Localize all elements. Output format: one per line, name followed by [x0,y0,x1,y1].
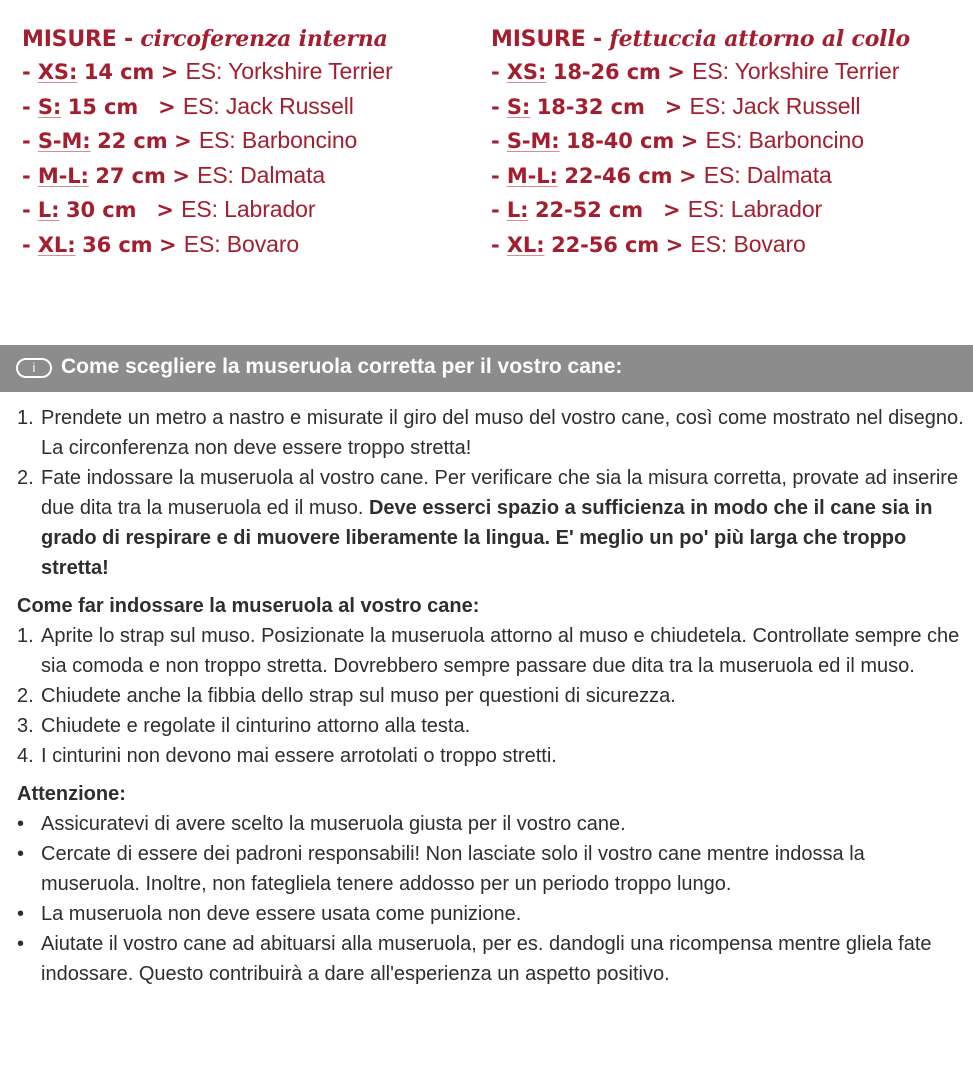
size-measure: 18-32 cm [536,94,645,119]
size-example: ES: Jack Russell [689,92,861,119]
info-banner [0,345,973,392]
size-code: S: [37,94,62,119]
size-measure: 30 cm [66,198,137,222]
size-row [22,228,492,263]
size-row [491,55,961,90]
step-emphasis: Deve esserci spazio a sufficienza in modo che il cane sia in grado di respirare e di muovere liberamente la lingua. E' meglio un po' più larga che troppo stretta! [41,497,933,579]
row-dash: - [22,60,38,84]
row-dash: - [22,129,38,153]
row-dash: - [22,198,38,222]
wear-steps-list [17,621,967,771]
row-arrow: > [172,163,198,188]
step-text: Prendete un metro a nastro e misurate il giro del muso del vostro cane, così come mostrato nel disegno. La circonferenza non deve essere troppo stretta! [41,407,964,459]
bullet-marker: • [17,843,25,865]
size-column-title [491,24,961,55]
size-title-sub: fettuccia attorno al collo [609,26,910,52]
step-text: Fate indossare la museruola al vostro cane. Per verificare che sia la misura corretta, provate ad inserire due dita tra la museruola ed il muso. [41,467,959,519]
row-arrow: > [663,198,688,222]
size-title-main: MISURE - [22,27,141,52]
size-column-neck-strap [491,24,961,262]
size-rows [491,55,961,262]
step-item [17,403,967,463]
step-number: 4. [17,745,34,767]
size-measure: 36 cm [82,232,153,257]
banner-title: Come scegliere la museruola corretta per il vostro cane: [61,355,623,378]
row-arrow: > [156,198,182,222]
bullet-marker: • [17,933,25,955]
step-item [17,711,967,741]
step-text: Aprite lo strap sul muso. Posizionate la museruola attorno al muso e chiudetela. Controllate sempre che sia comoda e non troppo stretta. Dovrebbero sempre passare due dita tra la museruola ed il muso. [41,625,960,677]
warning-item [17,899,967,929]
size-measure: 18-40 cm [566,129,675,153]
step-text: Aiutate il vostro cane ad abituarsi alla museruola, per es. dandogli una ricompensa mentre gliela fate indossare. Questo contribuirà a dare all'esperienza un aspetto positivo. [41,933,932,985]
step-text: Chiudete anche la fibbia dello strap sul muso per questioni di sicurezza. [41,685,676,707]
size-tables [0,24,973,264]
size-code: L: [506,198,529,222]
size-row [22,159,492,194]
size-measure: 22-56 cm [551,232,660,257]
instructions [17,403,967,989]
size-code: S: [506,94,531,119]
step-text: Assicuratevi di avere scelto la museruola giusta per il vostro cane. [41,813,626,835]
size-code: XL: [506,232,545,257]
size-example: ES: Barboncino [705,127,864,153]
size-row [22,90,492,125]
row-dash: - [22,94,38,119]
step-number: 2. [17,685,34,707]
row-arrow: > [680,129,706,153]
row-arrow: > [667,60,693,84]
size-measure: 18-26 cm [552,60,661,84]
size-example: ES: Dalmata [703,161,832,188]
size-measure: 14 cm [83,60,155,84]
size-rows [22,55,492,262]
step-item [17,463,967,583]
size-example: ES: Yorkshire Terrier [692,58,900,84]
warning-item [17,839,967,899]
size-example: ES: Jack Russell [182,92,354,119]
size-column-title [22,24,492,55]
row-dash: - [491,232,507,257]
size-column-inner-circumference [22,24,492,262]
size-row [491,90,961,125]
warning-list [17,809,967,989]
size-code: M-L: [506,163,558,188]
size-row [22,124,492,159]
size-example: ES: Barboncino [198,127,358,153]
size-title-main: MISURE - [491,27,610,52]
row-arrow: > [174,129,199,153]
step-number: 1. [17,625,34,647]
step-number: 3. [17,715,34,737]
step-text: I cinturini non devono mai essere arrotolati o troppo stretti. [41,745,557,767]
bullet-marker: • [17,813,25,835]
size-code: XL: [37,232,76,257]
size-example: ES: Bovaro [183,230,300,257]
row-arrow: > [160,60,186,84]
row-dash: - [22,232,38,257]
size-code: S-M: [506,129,560,153]
size-title-sub: circoferenza interna [140,26,388,52]
row-dash: - [491,198,507,222]
size-code: L: [37,198,60,222]
size-measure: 22-46 cm [564,163,673,188]
size-code: S-M: [37,129,91,153]
size-measure: 27 cm [95,163,166,188]
size-measure: 22-52 cm [535,198,644,222]
warning-item [17,809,967,839]
size-row [22,55,492,90]
size-example: ES: Labrador [687,196,823,222]
wear-heading: Come far indossare la museruola al vostro cane: [17,595,480,617]
size-example: ES: Yorkshire Terrier [185,58,393,84]
size-row [22,193,492,228]
size-row [491,124,961,159]
step-item [17,681,967,711]
row-dash: - [491,163,507,188]
row-dash: - [491,94,507,119]
step-number: 2. [17,467,34,489]
size-example: ES: Labrador [181,196,316,222]
row-dash: - [491,60,507,84]
row-arrow: > [665,232,691,257]
info-icon: i [16,358,52,378]
choose-steps-list [17,403,967,583]
size-row [491,228,961,263]
warning-heading: Attenzione: [17,783,126,805]
size-measure: 22 cm [97,129,168,153]
size-code: XS: [506,60,547,84]
row-arrow: > [664,94,690,119]
step-number: 1. [17,407,34,429]
size-example: ES: Dalmata [197,161,326,188]
size-example: ES: Bovaro [690,230,806,257]
row-dash: - [22,163,38,188]
row-arrow: > [159,232,184,257]
warning-item [17,929,967,989]
step-text: Chiudete e regolate il cinturino attorno alla testa. [41,715,471,737]
row-arrow: > [679,163,704,188]
row-arrow: > [158,94,183,119]
size-code: XS: [37,60,78,84]
size-row [491,193,961,228]
step-text: La museruola non deve essere usata come punizione. [41,903,522,925]
step-item [17,741,967,771]
size-code: M-L: [37,163,89,188]
row-dash: - [491,129,507,153]
size-measure: 15 cm [67,94,139,119]
step-text: Cercate di essere dei padroni responsabili! Non lasciate solo il vostro cane mentre indossa la museruola. Inoltre, non fategliela tenere addosso per un periodo troppo lungo. [41,843,865,895]
step-item [17,621,967,681]
bullet-marker: • [17,903,25,925]
size-row [491,159,961,194]
